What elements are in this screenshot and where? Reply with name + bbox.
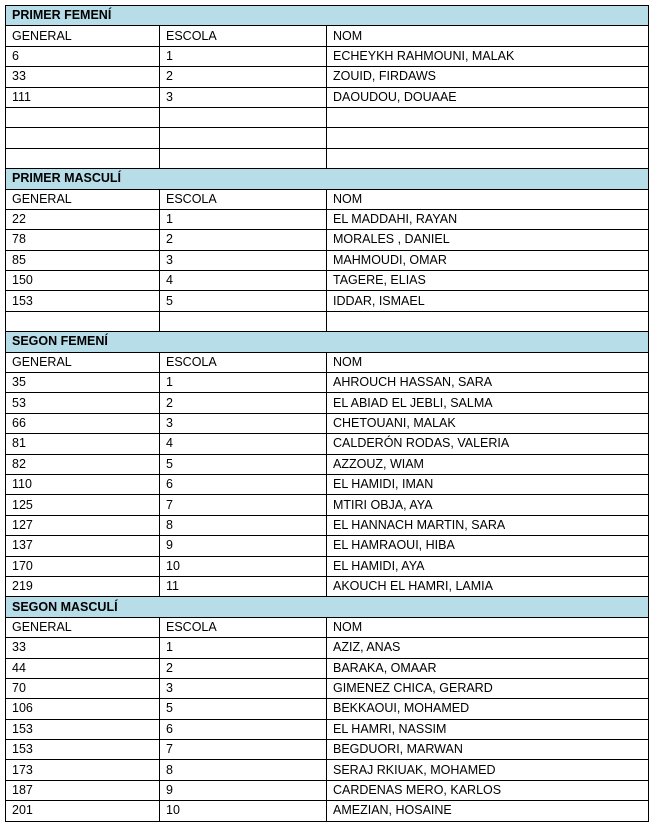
cell-general: 70 bbox=[6, 678, 160, 698]
table-row bbox=[6, 495, 649, 515]
column-header-nom: NOM bbox=[327, 26, 649, 46]
cell-general bbox=[6, 107, 160, 127]
cell-general: 153 bbox=[6, 719, 160, 739]
table-row bbox=[6, 638, 649, 658]
cell-nom: DAOUDOU, DOUAAE bbox=[327, 87, 649, 107]
cell-nom bbox=[327, 107, 649, 127]
section-title: SEGON FEMENÍ bbox=[6, 332, 649, 352]
column-header-escola: ESCOLA bbox=[160, 26, 327, 46]
cell-general: 137 bbox=[6, 536, 160, 556]
cell-nom: AMEZIAN, HOSAINE bbox=[327, 801, 649, 821]
cell-general: 110 bbox=[6, 474, 160, 494]
cell-escola: 5 bbox=[160, 291, 327, 311]
column-header-row bbox=[6, 617, 649, 637]
cell-general: 170 bbox=[6, 556, 160, 576]
results-table-body bbox=[6, 6, 649, 822]
cell-nom: MORALES , DANIEL bbox=[327, 230, 649, 250]
cell-escola: 5 bbox=[160, 699, 327, 719]
table-row bbox=[6, 576, 649, 596]
cell-escola: 1 bbox=[160, 46, 327, 66]
cell-nom: EL MADDAHI, RAYAN bbox=[327, 209, 649, 229]
column-header-general: GENERAL bbox=[6, 189, 160, 209]
cell-escola: 3 bbox=[160, 250, 327, 270]
cell-escola: 2 bbox=[160, 658, 327, 678]
cell-general: 53 bbox=[6, 393, 160, 413]
cell-nom: CALDERÓN RODAS, VALERIA bbox=[327, 434, 649, 454]
cell-general: 127 bbox=[6, 515, 160, 535]
cell-nom: ECHEYKH RAHMOUNI, MALAK bbox=[327, 46, 649, 66]
cell-general: 78 bbox=[6, 230, 160, 250]
cell-general: 125 bbox=[6, 495, 160, 515]
table-row bbox=[6, 413, 649, 433]
cell-general: 81 bbox=[6, 434, 160, 454]
cell-general: 153 bbox=[6, 740, 160, 760]
cell-nom: TAGERE, ELIAS bbox=[327, 271, 649, 291]
table-row bbox=[6, 250, 649, 270]
cell-nom: EL HAMIDI, IMAN bbox=[327, 474, 649, 494]
column-header-escola: ESCOLA bbox=[160, 189, 327, 209]
cell-escola: 8 bbox=[160, 760, 327, 780]
section-title: PRIMER FEMENÍ bbox=[6, 6, 649, 26]
results-table bbox=[5, 5, 649, 822]
table-row bbox=[6, 556, 649, 576]
cell-escola: 2 bbox=[160, 393, 327, 413]
cell-nom: AHROUCH HASSAN, SARA bbox=[327, 373, 649, 393]
column-header-nom: NOM bbox=[327, 617, 649, 637]
section-title: PRIMER MASCULÍ bbox=[6, 169, 649, 189]
table-row bbox=[6, 801, 649, 821]
cell-escola: 1 bbox=[160, 209, 327, 229]
cell-nom: MTIRI OBJA, AYA bbox=[327, 495, 649, 515]
table-row bbox=[6, 148, 649, 168]
cell-escola: 2 bbox=[160, 230, 327, 250]
cell-nom: BEGDUORI, MARWAN bbox=[327, 740, 649, 760]
cell-general: 6 bbox=[6, 46, 160, 66]
table-row bbox=[6, 67, 649, 87]
column-header-row bbox=[6, 26, 649, 46]
cell-nom: MAHMOUDI, OMAR bbox=[327, 250, 649, 270]
cell-escola: 3 bbox=[160, 413, 327, 433]
table-row bbox=[6, 271, 649, 291]
cell-escola: 1 bbox=[160, 373, 327, 393]
column-header-row bbox=[6, 189, 649, 209]
cell-general: 44 bbox=[6, 658, 160, 678]
cell-nom: EL HAMRAOUI, HIBA bbox=[327, 536, 649, 556]
table-row bbox=[6, 87, 649, 107]
cell-general: 187 bbox=[6, 780, 160, 800]
cell-nom: AKOUCH EL HAMRI, LAMIA bbox=[327, 576, 649, 596]
cell-nom: CHETOUANI, MALAK bbox=[327, 413, 649, 433]
cell-general: 173 bbox=[6, 760, 160, 780]
section-header-row bbox=[6, 6, 649, 26]
cell-escola: 10 bbox=[160, 801, 327, 821]
cell-general: 35 bbox=[6, 373, 160, 393]
table-row bbox=[6, 107, 649, 127]
table-row bbox=[6, 719, 649, 739]
cell-general: 219 bbox=[6, 576, 160, 596]
table-row bbox=[6, 760, 649, 780]
cell-escola: 1 bbox=[160, 638, 327, 658]
table-row bbox=[6, 434, 649, 454]
table-row bbox=[6, 393, 649, 413]
table-row bbox=[6, 454, 649, 474]
column-header-nom: NOM bbox=[327, 352, 649, 372]
cell-nom: ZOUID, FIRDAWS bbox=[327, 67, 649, 87]
cell-escola: 9 bbox=[160, 536, 327, 556]
cell-general: 33 bbox=[6, 67, 160, 87]
column-header-row bbox=[6, 352, 649, 372]
cell-escola: 4 bbox=[160, 434, 327, 454]
cell-escola: 11 bbox=[160, 576, 327, 596]
cell-nom: EL HANNACH MARTIN, SARA bbox=[327, 515, 649, 535]
cell-nom: IDDAR, ISMAEL bbox=[327, 291, 649, 311]
cell-escola: 7 bbox=[160, 740, 327, 760]
table-row bbox=[6, 515, 649, 535]
table-row bbox=[6, 230, 649, 250]
column-header-general: GENERAL bbox=[6, 352, 160, 372]
cell-general bbox=[6, 128, 160, 148]
table-row bbox=[6, 678, 649, 698]
column-header-general: GENERAL bbox=[6, 617, 160, 637]
section-title: SEGON MASCULÍ bbox=[6, 597, 649, 617]
cell-general bbox=[6, 148, 160, 168]
cell-escola: 3 bbox=[160, 678, 327, 698]
cell-escola: 3 bbox=[160, 87, 327, 107]
table-row bbox=[6, 209, 649, 229]
table-row bbox=[6, 291, 649, 311]
cell-general bbox=[6, 311, 160, 331]
cell-general: 22 bbox=[6, 209, 160, 229]
cell-general: 66 bbox=[6, 413, 160, 433]
cell-nom: CARDENAS MERO, KARLOS bbox=[327, 780, 649, 800]
cell-general: 153 bbox=[6, 291, 160, 311]
cell-nom: EL ABIAD EL JEBLI, SALMA bbox=[327, 393, 649, 413]
column-header-general: GENERAL bbox=[6, 26, 160, 46]
cell-nom: AZZOUZ, WIAM bbox=[327, 454, 649, 474]
cell-general: 201 bbox=[6, 801, 160, 821]
table-row bbox=[6, 740, 649, 760]
cell-escola: 5 bbox=[160, 454, 327, 474]
cell-nom: BARAKA, OMAAR bbox=[327, 658, 649, 678]
column-header-nom: NOM bbox=[327, 189, 649, 209]
cell-escola bbox=[160, 311, 327, 331]
cell-general: 82 bbox=[6, 454, 160, 474]
cell-general: 85 bbox=[6, 250, 160, 270]
column-header-escola: ESCOLA bbox=[160, 617, 327, 637]
cell-nom: EL HAMRI, NASSIM bbox=[327, 719, 649, 739]
cell-escola: 9 bbox=[160, 780, 327, 800]
cell-escola: 6 bbox=[160, 719, 327, 739]
table-row bbox=[6, 46, 649, 66]
cell-escola: 8 bbox=[160, 515, 327, 535]
section-header-row bbox=[6, 169, 649, 189]
cell-nom: EL HAMIDI, AYA bbox=[327, 556, 649, 576]
cell-nom: GIMENEZ CHICA, GERARD bbox=[327, 678, 649, 698]
table-row bbox=[6, 474, 649, 494]
table-row bbox=[6, 373, 649, 393]
cell-escola bbox=[160, 128, 327, 148]
column-header-escola: ESCOLA bbox=[160, 352, 327, 372]
table-row bbox=[6, 658, 649, 678]
cell-nom: AZIZ, ANAS bbox=[327, 638, 649, 658]
table-row bbox=[6, 311, 649, 331]
cell-escola: 7 bbox=[160, 495, 327, 515]
cell-escola: 2 bbox=[160, 67, 327, 87]
cell-escola bbox=[160, 148, 327, 168]
table-row bbox=[6, 780, 649, 800]
cell-escola: 10 bbox=[160, 556, 327, 576]
cell-escola bbox=[160, 107, 327, 127]
cell-general: 33 bbox=[6, 638, 160, 658]
cell-nom bbox=[327, 311, 649, 331]
cell-nom: SERAJ RKIUAK, MOHAMED bbox=[327, 760, 649, 780]
cell-escola: 4 bbox=[160, 271, 327, 291]
table-row bbox=[6, 699, 649, 719]
table-row bbox=[6, 128, 649, 148]
cell-general: 106 bbox=[6, 699, 160, 719]
cell-nom bbox=[327, 128, 649, 148]
cell-general: 150 bbox=[6, 271, 160, 291]
cell-general: 111 bbox=[6, 87, 160, 107]
table-row bbox=[6, 536, 649, 556]
section-header-row bbox=[6, 597, 649, 617]
section-header-row bbox=[6, 332, 649, 352]
cell-nom bbox=[327, 148, 649, 168]
cell-nom: BEKKAOUI, MOHAMED bbox=[327, 699, 649, 719]
cell-escola: 6 bbox=[160, 474, 327, 494]
